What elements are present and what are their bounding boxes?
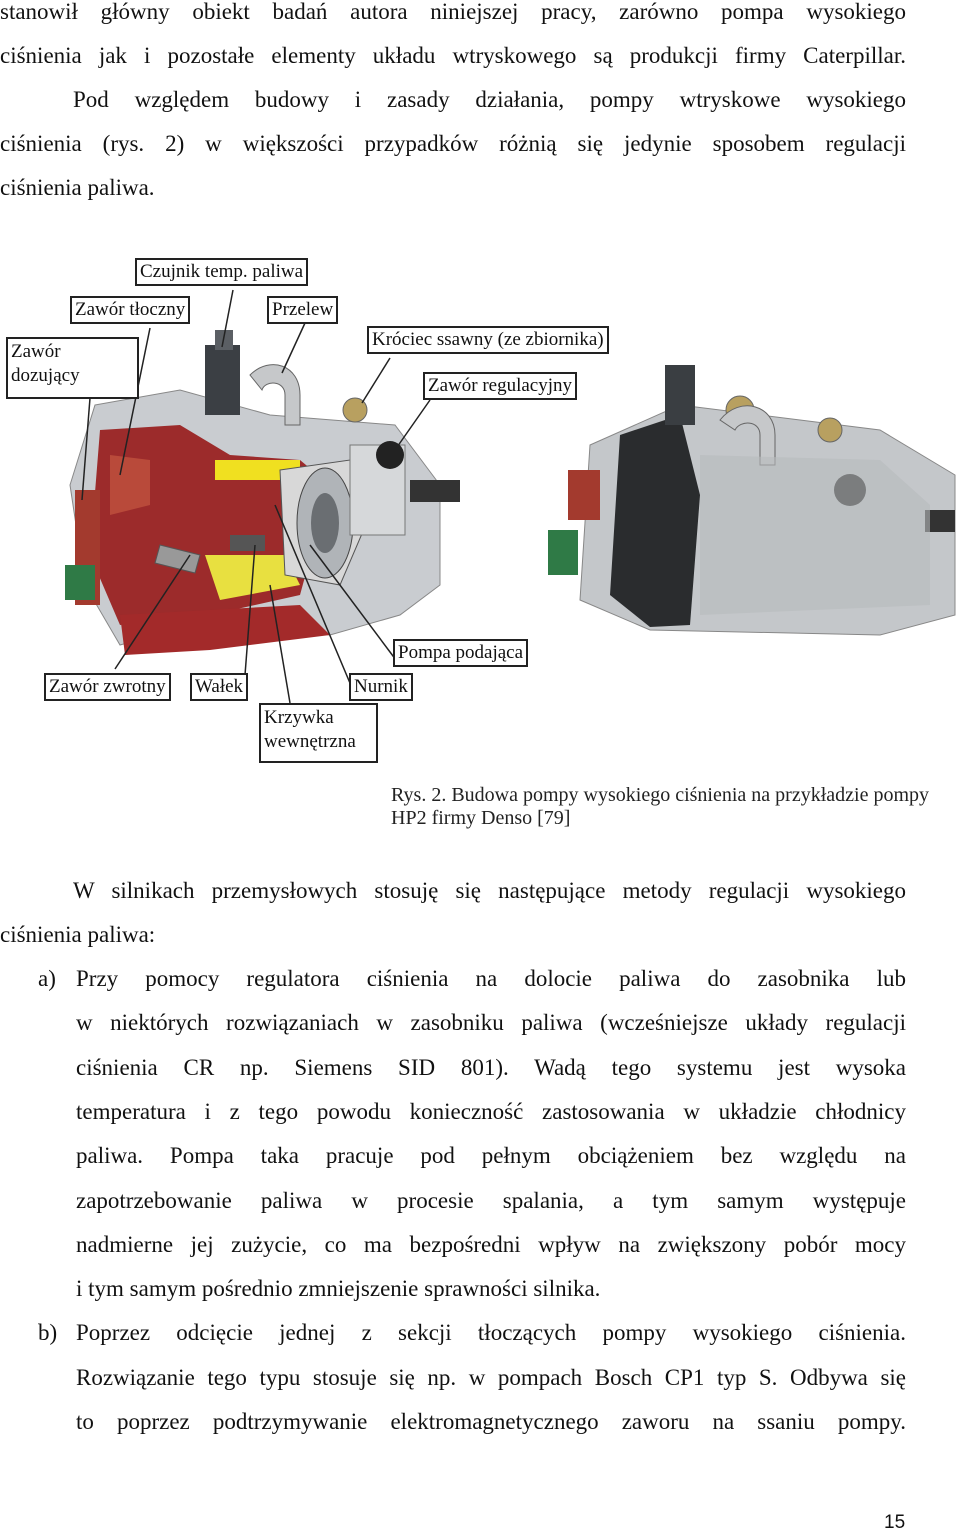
label-fuel-temp-sensor: Czujnik temp. paliwa — [135, 258, 308, 286]
label-check-valve: Zawór zwrotny — [44, 673, 171, 701]
label-overflow: Przelew — [267, 296, 338, 324]
text-line: W silnikach przemysłowych stosuję się następujące metody regulacji wysokiego — [73, 878, 906, 903]
label-metering-valve-line: Zawór — [11, 341, 61, 362]
label-internal-cam-line: Krzywka — [264, 707, 334, 728]
label-metering-valve-line: dozujący — [11, 365, 80, 386]
list-marker: b) — [38, 1320, 58, 1345]
text-line: ciśnienia jak i pozostałe elementy układu wtryskowego są produkcji firmy Caterpillar. — [0, 43, 906, 68]
text-line: ciśnienia paliwa. — [0, 175, 155, 200]
figure-caption: Rys. 2. Budowa pompy wysokiego ciśnienia na przykładzie pompy HP2 firmy Denso [79] — [391, 784, 929, 829]
label-delivery-valve: Zawór tłoczny — [70, 296, 190, 324]
list-line: temperatura i z tego powodu konieczność zastosowania w układzie chłodnicy — [76, 1099, 906, 1124]
list-line: Przy pomocy regulatora ciśnienia na dolocie paliwa do zasobnika lub — [76, 966, 906, 991]
label-metering-valve — [6, 337, 139, 399]
label-feed-pump: Pompa podająca — [393, 639, 528, 667]
label-suction-port: Króciec ssawny (ze zbiornika) — [367, 326, 609, 354]
text-line: ciśnienia paliwa: — [0, 922, 156, 947]
list-line: zapotrzebowanie paliwa w procesie spalania, a tym samym występuje — [76, 1188, 906, 1213]
list-marker: a) — [38, 966, 56, 991]
list-line: w niektórych rozwiązaniach w zasobniku paliwa (wcześniejsze układy regulacji — [76, 1010, 906, 1035]
label-internal-cam — [259, 703, 378, 763]
pump-figure — [0, 255, 960, 765]
list-line: i tym samym pośrednio zmniejszenie sprawności silnika. — [76, 1276, 601, 1301]
label-internal-cam-line: wewnętrzna — [264, 731, 356, 752]
list-line: Poprzez odcięcie jednej z sekcji tłoczących pompy wysokiego ciśnienia. — [76, 1320, 906, 1345]
text-line: stanowił główny obiekt badań autora niniejszej pracy, zarówno pompa wysokiego — [0, 0, 906, 24]
text-line: ciśnienia (rys. 2) w większości przypadków różnią się jedynie sposobem regulacji — [0, 131, 906, 156]
label-shaft: Wałek — [190, 673, 248, 701]
label-plunger: Nurnik — [349, 673, 413, 701]
list-line: Rozwiązanie tego typu stosuje się np. w pompach Bosch CP1 typ S. Odbywa się — [76, 1365, 906, 1390]
text-line: Pod względem budowy i zasady działania, pompy wtryskowe wysokiego — [73, 87, 906, 112]
list-line: ciśnienia CR np. Siemens SID 801). Wadą tego systemu jest wysoka — [76, 1055, 906, 1080]
label-regulating-valve: Zawór regulacyjny — [423, 372, 577, 400]
assembled-pump-image — [548, 365, 955, 635]
list-line: nadmierne jej zużycie, co ma bezpośredni wpływ na zwiększony pobór mocy — [76, 1232, 906, 1257]
list-line: to poprzez podtrzymywanie elektromagnetycznego zaworu na ssaniu pompy. — [76, 1409, 906, 1434]
page-number: 15 — [884, 1512, 906, 1533]
list-line: paliwa. Pompa taka pracuje pod pełnym obciążeniem bez względu na — [76, 1143, 906, 1168]
